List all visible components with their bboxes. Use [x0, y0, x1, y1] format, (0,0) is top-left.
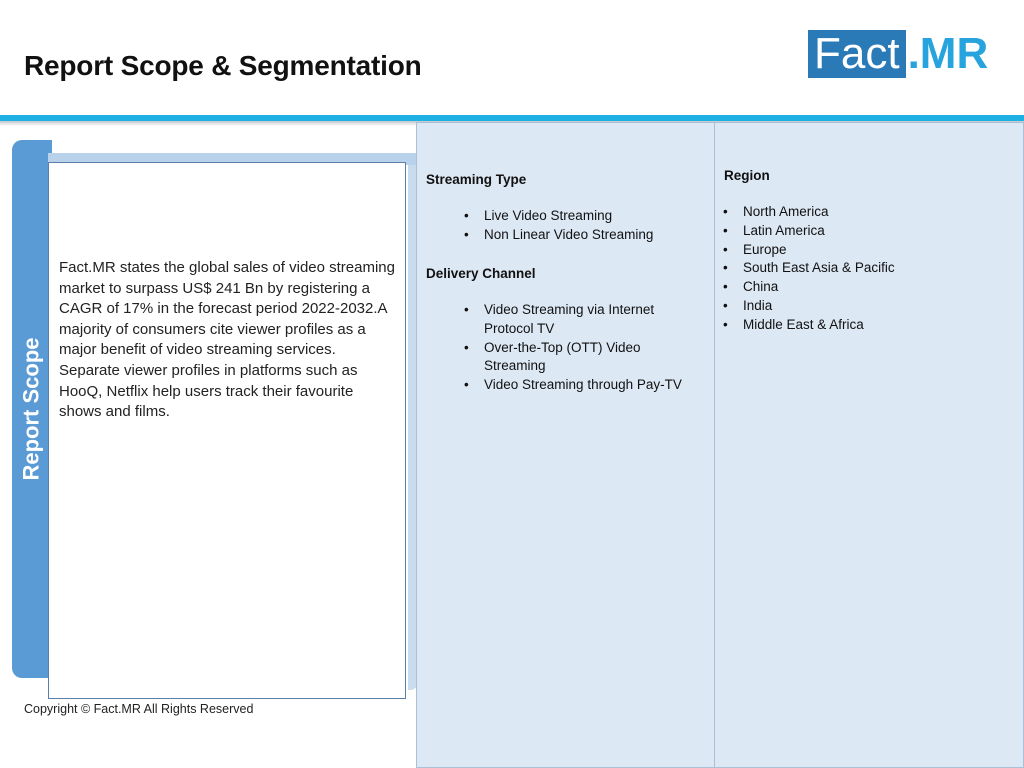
- list-item: • Latin America: [723, 222, 1003, 241]
- list-item: • Live Video Streaming: [464, 207, 694, 226]
- list-item: • North America: [723, 203, 1003, 222]
- report-scope-label-wrap: [12, 140, 52, 678]
- list-item: • Video Streaming through Pay-TV: [464, 376, 690, 395]
- delivery-channel-heading: Delivery Channel: [426, 266, 536, 281]
- delivery-channel-list: [464, 301, 690, 395]
- list-item: • Video Streaming via Internet Protocol TV: [464, 301, 690, 339]
- list-item: • Non Linear Video Streaming: [464, 226, 694, 245]
- market-description: Fact.MR states the global sales of video streaming market to surpass US$ 241 Bn by registering a CAGR of 17% in the forecast period 2022-2032.A majority of consumers cite viewer profiles as a major benefit of video streaming services. Separate viewer profiles in platforms such as HooQ, Netflix help users track their favourite shows and films.: [59, 259, 395, 421]
- fact-mr-logo: [808, 30, 988, 78]
- streaming-type-list: [464, 207, 694, 245]
- list-item: • South East Asia & Pacific: [723, 259, 1003, 278]
- region-heading: Region: [724, 168, 770, 183]
- logo-word: Fact: [808, 30, 906, 78]
- report-scope-label: Report Scope: [19, 337, 44, 481]
- list-item: • China: [723, 278, 1003, 297]
- page-title: Report Scope & Segmentation: [24, 50, 422, 81]
- list-item: • Middle East & Africa: [723, 316, 1003, 335]
- list-item: • Europe: [723, 241, 1003, 260]
- region-list: [723, 203, 1003, 335]
- description-box: [48, 162, 406, 699]
- streaming-type-heading: Streaming Type: [426, 172, 527, 187]
- list-item: • Over-the-Top (OTT) Video Streaming: [464, 339, 690, 377]
- list-item: • India: [723, 297, 1003, 316]
- logo-suffix: .MR: [907, 29, 989, 78]
- copyright-text: Copyright © Fact.MR All Rights Reserved: [24, 702, 254, 716]
